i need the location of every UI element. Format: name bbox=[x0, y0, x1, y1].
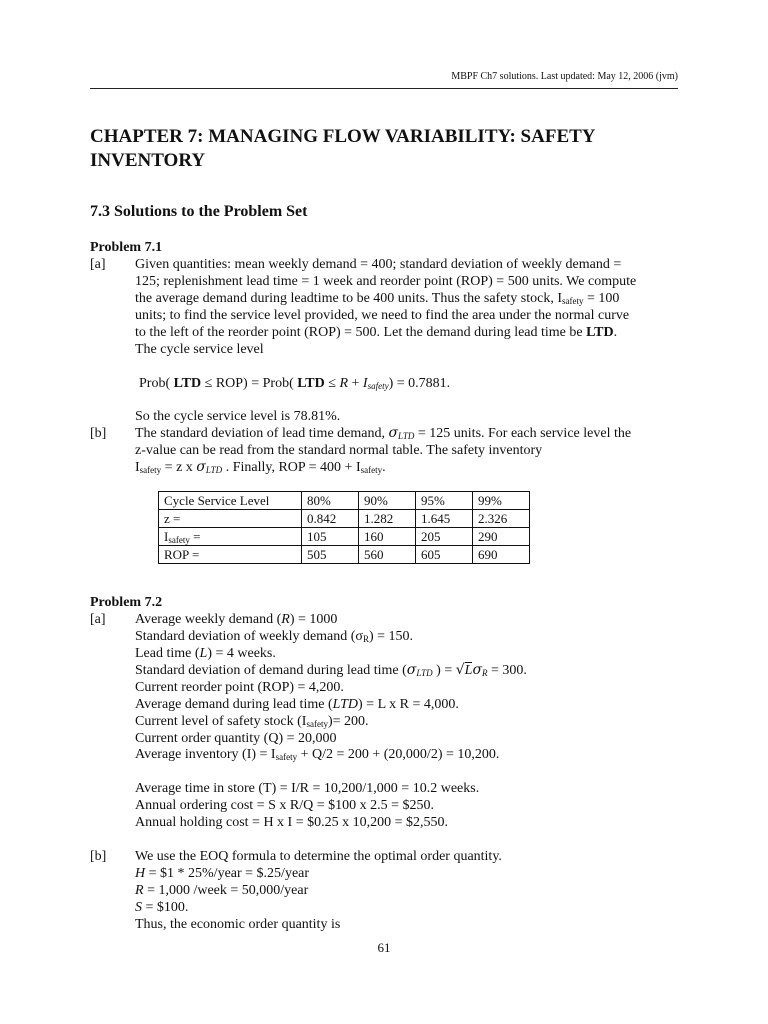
chapter-title bbox=[90, 125, 690, 173]
table-cell: 99% bbox=[473, 492, 530, 510]
problem-7-2-title: Problem 7.2 bbox=[90, 595, 163, 610]
table-cell: 605 bbox=[416, 546, 473, 564]
chapter-title-line2: INVENTORY bbox=[90, 150, 206, 171]
p72-a-line5: Current reorder point (ROP) = 4,200. bbox=[135, 680, 344, 695]
p72-a-line11: Annual ordering cost = S x R/Q = $100 x 2.5 = $250. bbox=[135, 798, 435, 813]
table-cell: 290 bbox=[473, 528, 530, 546]
table-cell: 80% bbox=[302, 492, 359, 510]
table-row bbox=[159, 546, 530, 564]
table-row bbox=[159, 492, 530, 510]
table-cell: 2.326 bbox=[473, 510, 530, 528]
table-cell: $I_{safety}$ = bbox=[159, 528, 302, 546]
p72-a-line9: Average inventory $(I) = I_{safety} + Q/2 = 200 + (20,000/2) = 10,200$. bbox=[135, 747, 500, 762]
problem-7-1-title: Problem 7.1 bbox=[90, 240, 163, 255]
p71-b-line2: z-value can be read from the standard normal table. The safety inventory bbox=[135, 443, 543, 458]
page-number: 61 bbox=[377, 940, 391, 955]
p72-a-line4: Standard deviation of demand during lead time ($\sigma_{LTD}$ ) = $√L\sigma_R = 300$. bbox=[135, 662, 527, 678]
p72-b-line5: Thus, the economic order quantity is bbox=[135, 917, 341, 932]
part-b-label: [b] bbox=[90, 426, 107, 441]
table-cell: ROP = bbox=[159, 546, 302, 564]
p72-a-line2: Standard deviation of weekly demand $(\sigma_R) = 150$. bbox=[135, 629, 414, 644]
p72-a-line3: Lead time (L) = 4 weeks. bbox=[135, 646, 276, 661]
p72-b-line3: R = 1,000 /week = 50,000/year bbox=[135, 883, 309, 898]
table-cell: 160 bbox=[359, 528, 416, 546]
chapter-title-line1: CHAPTER 7: MANAGING FLOW VARIABILITY: SAFETY bbox=[90, 126, 596, 147]
p72-a-line1: Average weekly demand (R) = 1000 bbox=[135, 612, 338, 627]
table-cell: 690 bbox=[473, 546, 530, 564]
table-row bbox=[159, 528, 530, 546]
p71-a-line6: The cycle service level bbox=[135, 342, 264, 357]
p71-b-line3: $I_{safety} = z$ x $\sigma_{LTD}$ . Finally, ROP = $400 + I_{safety}$. bbox=[135, 459, 386, 475]
p72-a-line7: Current level of safety stock $(I_{safety})= 200$. bbox=[135, 714, 369, 729]
part-b-label: [b] bbox=[90, 849, 107, 864]
table-row bbox=[159, 510, 530, 528]
header-rule bbox=[90, 88, 678, 89]
table-cell: 560 bbox=[359, 546, 416, 564]
table-cell: 1.645 bbox=[416, 510, 473, 528]
p71-a-line5: to the left of the reorder point (ROP) = 500. Let the demand during lead time be LTD. bbox=[135, 325, 618, 340]
table-cell: 505 bbox=[302, 546, 359, 564]
p72-b-line2: H = $1 * 25%/year = $.25/year bbox=[135, 866, 310, 881]
p71-a-line4: units; to find the service level provided, we need to find the area under the normal curve bbox=[135, 308, 630, 323]
table-cell: 105 bbox=[302, 528, 359, 546]
p71-b-line1: The standard deviation of lead time demand, $\sigma_{LTD} = 125$ units. For each service level the bbox=[135, 425, 632, 441]
table-cell: Cycle Service Level bbox=[159, 492, 302, 510]
p71-so-line: So the cycle service level is 78.81%. bbox=[135, 409, 341, 424]
p72-b-line1: We use the EOQ formula to determine the optimal order quantity. bbox=[135, 849, 502, 864]
service-level-table bbox=[158, 491, 530, 564]
part-a-label: [a] bbox=[90, 612, 106, 627]
table-cell: 95% bbox=[416, 492, 473, 510]
p72-a-line8: Current order quantity (Q) = 20,000 bbox=[135, 731, 337, 746]
p71-a-line3: the average demand during leadtime to be 400 units. Thus the safety stock, $I_{safety} = 100$ bbox=[135, 291, 620, 306]
p71-a-line2: 125; replenishment lead time = 1 week and reorder point (ROP) = 500 units. We compute bbox=[135, 274, 637, 289]
p72-a-line10: Average time in store (T) = I/R = 10,200/1,000 = 10.2 weeks. bbox=[135, 781, 480, 796]
section-title: 7.3 Solutions to the Problem Set bbox=[90, 203, 308, 220]
probability-formula: Prob( LTD ≤ ROP) = Prob( LTD ≤ $R + I_{safety}) = 0.7881$. bbox=[139, 376, 451, 391]
table-cell: 0.842 bbox=[302, 510, 359, 528]
p72-a-line6: Average demand during lead time (LTD) = L x R = 4,000. bbox=[135, 697, 459, 712]
p71-a-line1: Given quantities: mean weekly demand = 400; standard deviation of weekly demand = bbox=[135, 257, 622, 272]
p72-b-line4: S = $100. bbox=[135, 900, 189, 915]
table-cell: 1.282 bbox=[359, 510, 416, 528]
table-cell: 205 bbox=[416, 528, 473, 546]
p72-a-line12: Annual holding cost = H x I = $0.25 x 10,200 = $2,550. bbox=[135, 815, 449, 830]
table-cell: z = bbox=[159, 510, 302, 528]
part-a-label: [a] bbox=[90, 257, 106, 272]
table-cell: 90% bbox=[359, 492, 416, 510]
running-header: MBPF Ch7 solutions. Last updated: May 12, 2006 (jvm) bbox=[451, 71, 678, 82]
